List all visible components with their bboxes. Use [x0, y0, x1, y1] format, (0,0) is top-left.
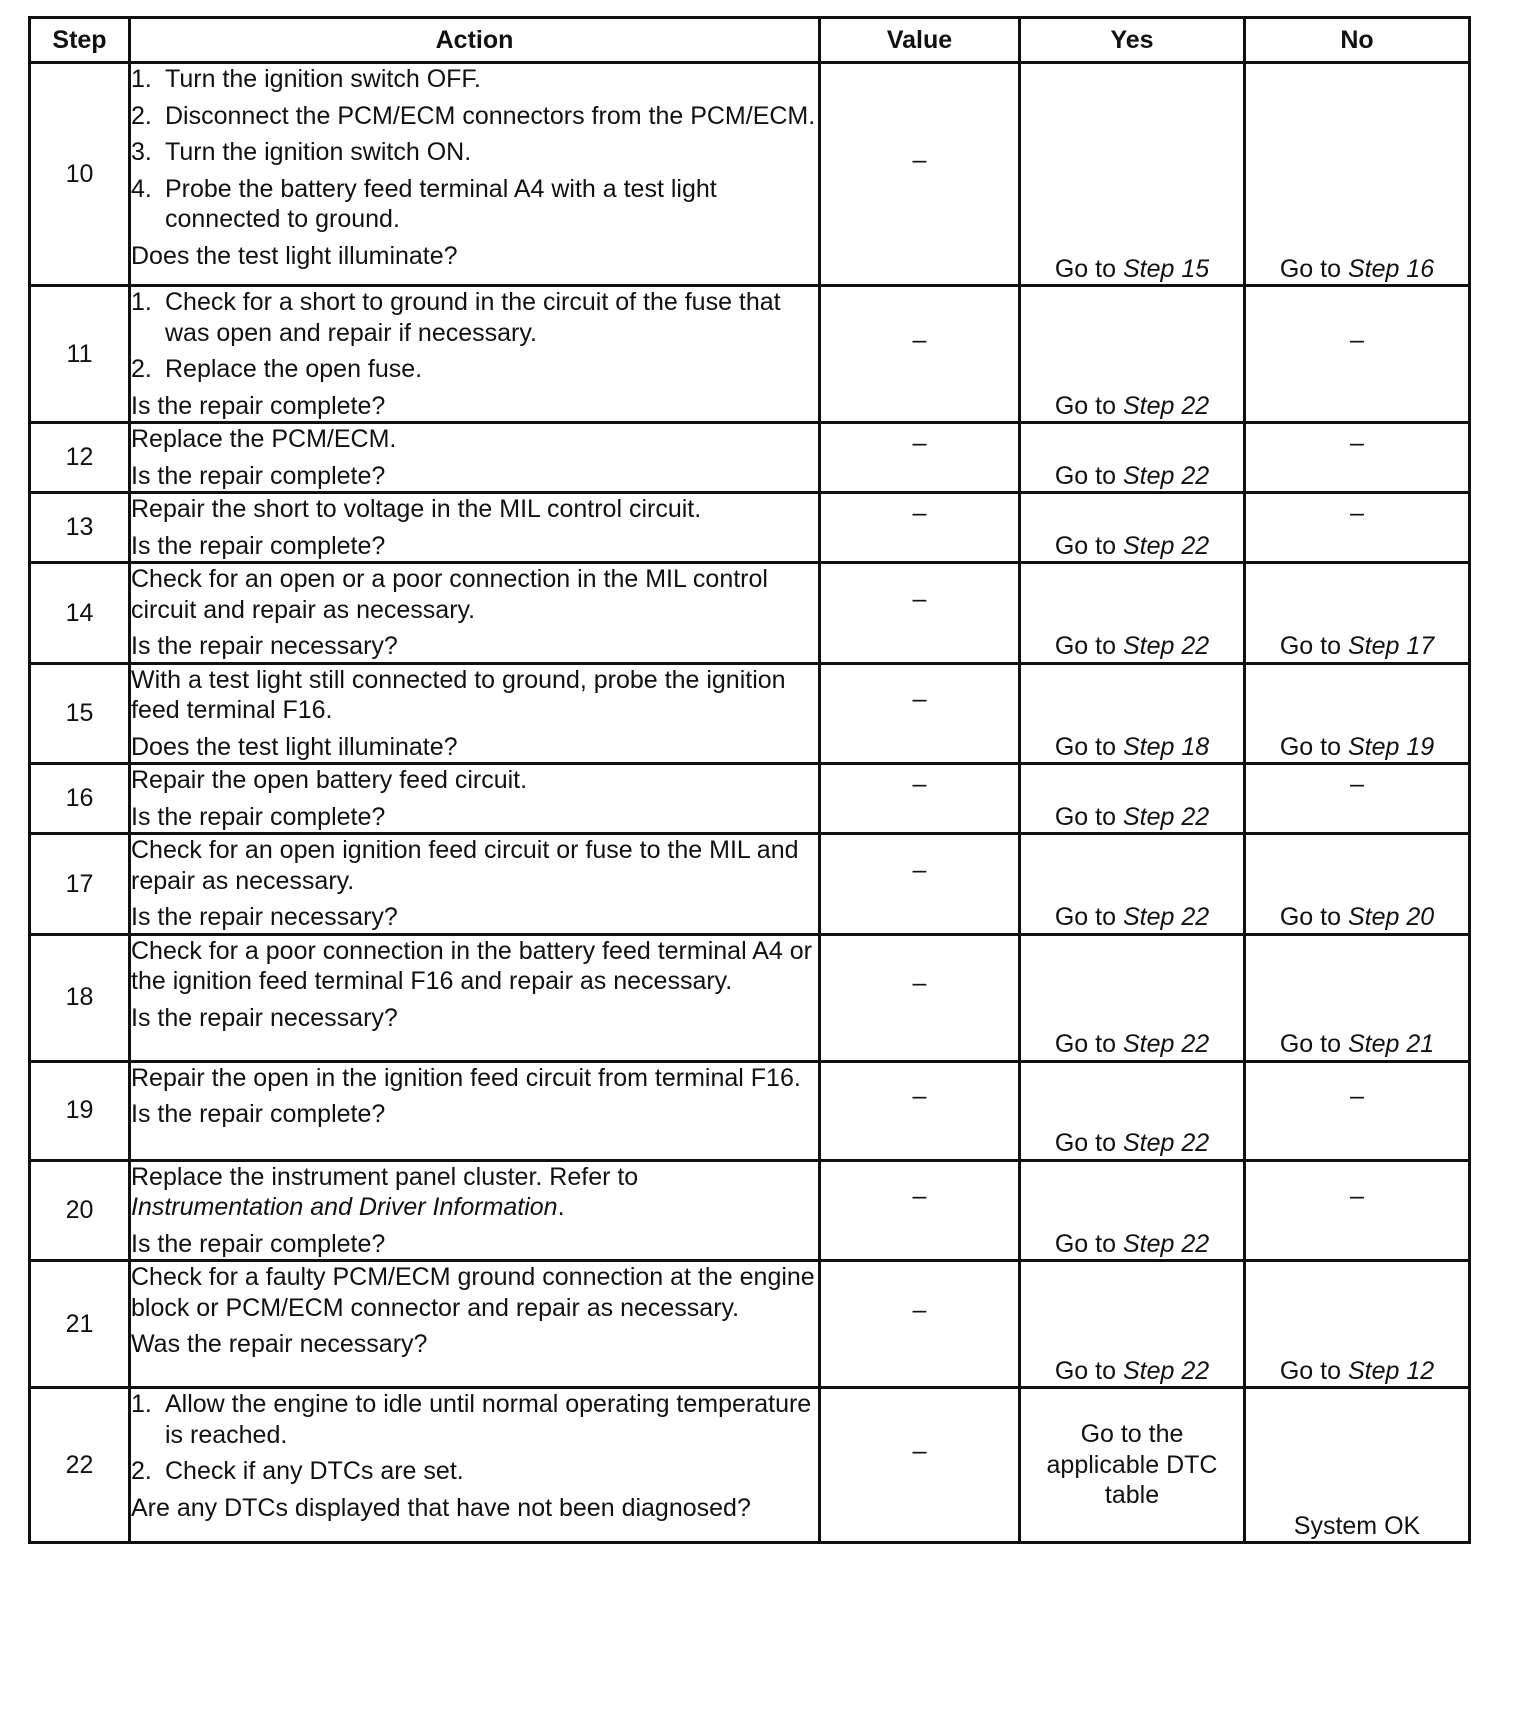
value-dash: –: [912, 145, 927, 174]
table-row: [30, 764, 1470, 834]
action-cell: [130, 834, 820, 935]
yes-goto-step: Step 22: [1122, 531, 1210, 560]
action-text-main: Repair the open in the ignition feed circuit from terminal F16.: [131, 1063, 801, 1092]
table-row: [30, 63, 1470, 286]
yes-cell: [1020, 663, 1245, 764]
table-row: [30, 423, 1470, 493]
action-item-number: 1.: [131, 1390, 152, 1418]
action-question: Does the test light illuminate?: [131, 732, 458, 761]
action-question: Is the repair complete?: [131, 802, 386, 831]
yes-cell: [1020, 563, 1245, 664]
action-cell: [130, 286, 820, 423]
yes-goto-step: Step 22: [1122, 1129, 1210, 1157]
no-goto-prefix: Go to: [1279, 1030, 1341, 1058]
action-text: [131, 494, 818, 525]
value-cell: [820, 834, 1020, 935]
yes-cell: [1020, 834, 1245, 935]
action-item-text: Check if any DTCs are set.: [165, 1457, 464, 1485]
action-question: Is the repair necessary?: [131, 903, 398, 931]
yes-cell: [1020, 1388, 1245, 1543]
action-question: Is the repair complete?: [131, 531, 386, 560]
action-question: Are any DTCs displayed that have not been diagnosed?: [131, 1493, 751, 1522]
step-number: 19: [30, 1061, 130, 1160]
action-item-text: Probe the battery feed terminal A4 with a test light connected to ground.: [165, 174, 717, 233]
no-cell: [1245, 563, 1470, 664]
action-question: Is the repair complete?: [131, 1100, 386, 1128]
action-cell: [130, 423, 820, 493]
no-cell: [1245, 493, 1470, 563]
action-item-number: 4.: [131, 174, 152, 203]
action-text-suffix: .: [557, 1193, 565, 1221]
table-row: [30, 834, 1470, 935]
action-question: Is the repair complete?: [131, 391, 386, 420]
yes-goto-step: Step 22: [1122, 802, 1210, 831]
yes-cell: [1020, 1061, 1245, 1160]
no-dash: –: [1350, 1082, 1364, 1111]
value-cell: [820, 63, 1020, 286]
action-item-text: Turn the ignition switch OFF.: [165, 65, 481, 93]
no-dash: –: [1350, 325, 1364, 354]
yes-goto-prefix: Go to: [1054, 903, 1116, 931]
value-cell: [820, 286, 1020, 423]
action-list-item: [131, 1456, 818, 1487]
value-dash: –: [912, 855, 927, 884]
yes-goto-step: Step 22: [1122, 461, 1210, 490]
yes-cell: [1020, 286, 1245, 423]
action-cell: [130, 934, 820, 1061]
step-number: 22: [30, 1388, 130, 1543]
no-cell: [1245, 63, 1470, 286]
action-cell: [130, 663, 820, 764]
action-cell: [130, 1388, 820, 1543]
table-row: [30, 1261, 1470, 1388]
action-item-text: Disconnect the PCM/ECM connectors from the PCM/ECM.: [165, 101, 816, 130]
no-goto-step: Step 20: [1347, 903, 1435, 931]
yes-cell: [1020, 1160, 1245, 1261]
yes-goto-step: Step 22: [1122, 632, 1210, 660]
yes-goto-step: Step 22: [1122, 391, 1210, 420]
action-text-main: Check for an open or a poor connection in the MIL control circuit and repair as necessary.: [131, 565, 768, 624]
action-list-item: [131, 1389, 818, 1450]
table-row: [30, 286, 1470, 423]
step-number: 12: [30, 423, 130, 493]
yes-cell: [1020, 63, 1245, 286]
yes-goto-prefix: Go to: [1054, 1356, 1116, 1385]
yes-goto-step: Step 22: [1122, 1356, 1210, 1385]
yes-goto-prefix: Go to: [1054, 531, 1116, 560]
step-number: 11: [30, 286, 130, 423]
yes-goto-step: Step 22: [1122, 1030, 1210, 1058]
action-item-number: 3.: [131, 138, 152, 166]
action-question: Was the repair necessary?: [131, 1330, 428, 1358]
value-cell: [820, 1388, 1020, 1543]
action-text: [131, 765, 818, 796]
action-cell: [130, 1160, 820, 1261]
action-item-text: Replace the open fuse.: [165, 355, 423, 383]
value-cell: [820, 1061, 1020, 1160]
yes-cell: [1020, 423, 1245, 493]
table-row: [30, 493, 1470, 563]
action-text-main: Check for an open ignition feed circuit or fuse to the MIL and repair as necessary.: [131, 836, 799, 895]
action-item-number: 1.: [131, 288, 152, 316]
step-number: 16: [30, 764, 130, 834]
no-goto-prefix: Go to: [1279, 1356, 1341, 1385]
value-dash: –: [912, 1082, 927, 1111]
table-row: [30, 563, 1470, 664]
yes-goto-prefix: Go to: [1054, 632, 1116, 660]
action-text: [131, 936, 818, 997]
yes-goto-step: Step 18: [1122, 732, 1210, 761]
step-number: 13: [30, 493, 130, 563]
yes-cell: [1020, 764, 1245, 834]
no-cell: [1245, 1160, 1470, 1261]
value-cell: [820, 764, 1020, 834]
table-row: [30, 934, 1470, 1061]
no-goto-prefix: Go to: [1279, 632, 1341, 660]
yes-goto-prefix: Go to: [1054, 1030, 1116, 1058]
action-text-main: Repair the open battery feed circuit.: [131, 766, 528, 794]
step-number: 21: [30, 1261, 130, 1388]
no-cell: [1245, 1261, 1470, 1388]
value-dash: –: [912, 1182, 927, 1210]
header-yes: Yes: [1020, 18, 1245, 63]
no-goto-step: Step 12: [1347, 1356, 1435, 1385]
yes-cell: [1020, 1261, 1245, 1388]
action-text: [131, 665, 818, 726]
step-number: 18: [30, 934, 130, 1061]
action-list-item: [131, 101, 818, 132]
no-dash: –: [1350, 429, 1364, 458]
no-cell: [1245, 663, 1470, 764]
value-cell: [820, 1160, 1020, 1261]
action-list-item: [131, 354, 818, 385]
diagnostic-table: [28, 16, 1471, 1544]
no-cell: [1245, 286, 1470, 423]
no-goto-step: Step 17: [1347, 632, 1435, 660]
action-item-number: 2.: [131, 355, 152, 383]
action-item-number: 2.: [131, 101, 152, 130]
no-text: System OK: [1293, 1511, 1421, 1540]
value-dash: –: [912, 584, 927, 613]
table-body: [30, 63, 1470, 1543]
no-goto-prefix: Go to: [1279, 732, 1341, 761]
value-dash: –: [912, 429, 927, 458]
action-text: [131, 1262, 818, 1323]
action-question: Is the repair necessary?: [131, 1003, 398, 1032]
yes-goto-prefix: Go to: [1054, 254, 1116, 283]
action-item-number: 1.: [131, 65, 152, 93]
value-cell: [820, 493, 1020, 563]
header-step: Step: [30, 18, 130, 63]
action-list-item: [131, 174, 818, 235]
action-text-main: Replace the instrument panel cluster. Refer to: [131, 1162, 639, 1191]
action-text-main: Repair the short to voltage in the MIL control circuit.: [131, 495, 702, 523]
action-cell: [130, 563, 820, 664]
no-cell: [1245, 1061, 1470, 1160]
action-text: [131, 1063, 818, 1094]
no-cell: [1245, 934, 1470, 1061]
value-dash: –: [912, 770, 927, 799]
no-dash: –: [1350, 1182, 1364, 1210]
yes-goto-step: Step 15: [1122, 254, 1210, 283]
action-cell: [130, 493, 820, 563]
step-number: 20: [30, 1160, 130, 1261]
value-cell: [820, 663, 1020, 764]
value-cell: [820, 423, 1020, 493]
header-no: No: [1245, 18, 1470, 63]
yes-goto-step: Step 22: [1122, 1229, 1210, 1258]
no-goto-prefix: Go to: [1279, 254, 1341, 283]
no-goto-step: Step 21: [1347, 1030, 1435, 1058]
value-dash: –: [912, 1436, 927, 1465]
no-cell: [1245, 834, 1470, 935]
table-row: [30, 1160, 1470, 1261]
yes-goto-prefix: Go to: [1054, 1229, 1116, 1258]
action-text: [131, 1162, 818, 1223]
no-cell: [1245, 764, 1470, 834]
action-cell: [130, 63, 820, 286]
action-question: Does the test light illuminate?: [131, 241, 458, 270]
action-question: Is the repair necessary?: [131, 632, 398, 660]
header-row: [30, 18, 1470, 63]
yes-goto-prefix: Go to: [1054, 732, 1116, 761]
action-cell: [130, 764, 820, 834]
yes-goto-prefix: Go to: [1054, 391, 1116, 420]
step-number: 15: [30, 663, 130, 764]
action-cell: [130, 1061, 820, 1160]
action-text: [131, 424, 818, 455]
value-dash: –: [912, 1295, 927, 1324]
table-row: [30, 1061, 1470, 1160]
yes-text: Go to the applicable DTC table: [1046, 1420, 1218, 1510]
action-list-item: [131, 137, 818, 168]
action-text-main: Check for a faulty PCM/ECM ground connection at the engine block or PCM/ECM connector and repair as necessary.: [131, 1263, 815, 1322]
step-number: 14: [30, 563, 130, 664]
value-cell: [820, 1261, 1020, 1388]
table-row: [30, 1388, 1470, 1543]
action-question: Is the repair complete?: [131, 461, 386, 490]
no-goto-prefix: Go to: [1279, 903, 1341, 931]
value-dash: –: [912, 685, 927, 713]
yes-cell: [1020, 493, 1245, 563]
value-dash: –: [912, 499, 927, 528]
no-dash: –: [1350, 770, 1364, 799]
action-item-text: Turn the ignition switch ON.: [165, 138, 472, 166]
no-goto-step: Step 16: [1347, 254, 1435, 283]
yes-goto-prefix: Go to: [1054, 1129, 1116, 1157]
action-list-item: [131, 64, 818, 95]
yes-cell: [1020, 934, 1245, 1061]
action-text-main: With a test light still connected to ground, probe the ignition feed terminal F16.: [131, 665, 786, 724]
action-item-number: 2.: [131, 1457, 152, 1485]
no-cell: [1245, 423, 1470, 493]
table-row: [30, 663, 1470, 764]
action-item-text: Check for a short to ground in the circuit of the fuse that was open and repair if necessary.: [165, 288, 781, 347]
no-cell: [1245, 1388, 1470, 1543]
action-text: [131, 835, 818, 896]
action-text-main: Check for a poor connection in the battery feed terminal A4 or the ignition feed terminal F16 and repair as necessary.: [131, 936, 812, 995]
action-item-text: Allow the engine to idle until normal operating temperature is reached.: [165, 1390, 812, 1449]
action-question: Is the repair complete?: [131, 1229, 386, 1258]
header-action: Action: [130, 18, 820, 63]
action-text-main: Replace the PCM/ECM.: [131, 425, 397, 453]
action-text: [131, 564, 818, 625]
reference-title: Instrumentation and Driver Information: [131, 1193, 558, 1221]
no-dash: –: [1350, 499, 1364, 528]
no-goto-step: Step 19: [1347, 732, 1435, 761]
value-dash: –: [912, 969, 927, 998]
value-cell: [820, 934, 1020, 1061]
action-cell: [130, 1261, 820, 1388]
yes-goto-prefix: Go to: [1054, 461, 1116, 490]
step-number: 10: [30, 63, 130, 286]
action-list-item: [131, 287, 818, 348]
yes-goto-prefix: Go to: [1054, 802, 1116, 831]
yes-goto-step: Step 22: [1122, 903, 1210, 931]
value-cell: [820, 563, 1020, 664]
header-value: Value: [820, 18, 1020, 63]
value-dash: –: [912, 325, 927, 354]
step-number: 17: [30, 834, 130, 935]
